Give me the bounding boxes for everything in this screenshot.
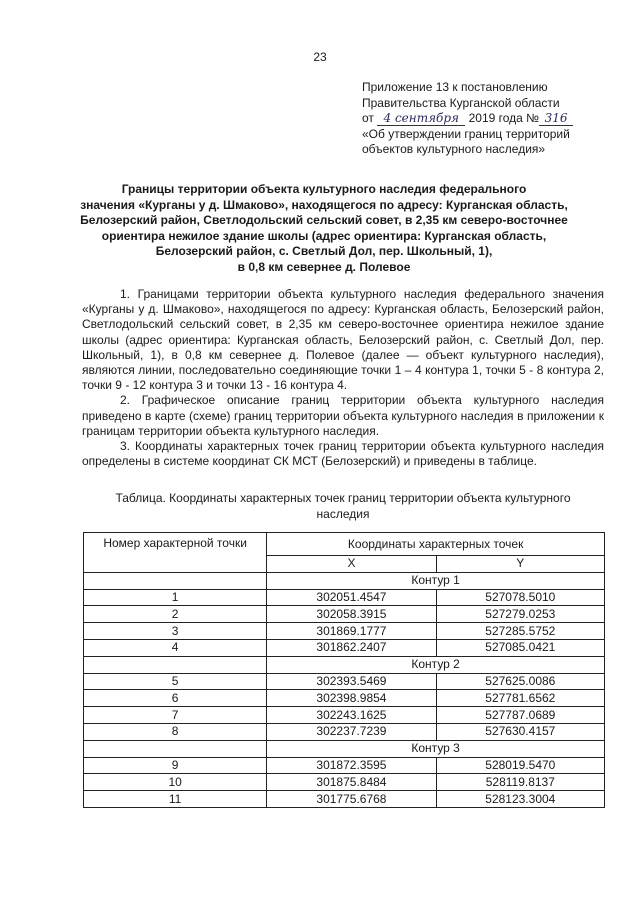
handwritten-number: 316 (539, 112, 573, 126)
x-coordinate-cell: 302243.1625 (267, 707, 436, 724)
y-coordinate-cell: 528123.3004 (436, 791, 604, 808)
paragraph-3: 3. Координаты характерных точек границ территории объекта культурного наследия определены в системе координат СК МСТ (Белозерский) и приведены в таблице. (82, 439, 604, 469)
title-line: в 0,8 км севернее д. Полевое (237, 259, 411, 274)
header-coordinates: Координаты характерных точек (267, 533, 605, 556)
appendix-line: объектов культурного наследия» (362, 142, 546, 156)
contour-label: Контур 2 (267, 656, 605, 673)
point-number-cell: 1 (84, 589, 267, 606)
appendix-line: Приложение 13 к постановлению (362, 80, 548, 94)
point-number-cell: 6 (84, 690, 267, 707)
contour-row (84, 572, 605, 589)
appendix-block (362, 80, 622, 158)
x-coordinate-cell: 301875.8484 (267, 774, 436, 791)
table-row (84, 673, 605, 690)
table-row (84, 757, 605, 774)
table-row (84, 774, 605, 791)
header-point-number: Номер характерной точки (84, 533, 267, 573)
y-coordinate-cell: 527285.5752 (436, 623, 604, 640)
y-coordinate-cell: 527787.0689 (436, 707, 604, 724)
x-coordinate-cell: 302393.5469 (267, 673, 436, 690)
appendix-date-line (362, 111, 622, 127)
y-coordinate-cell: 527078.5010 (436, 589, 604, 606)
header-x: X (267, 556, 436, 573)
point-number-cell: 4 (84, 639, 267, 656)
table-row (84, 623, 605, 640)
table-row (84, 723, 605, 740)
point-number-cell: 9 (84, 757, 267, 774)
appendix-line: Правительства Курганской области (362, 95, 560, 110)
contour-empty-cell (84, 656, 267, 673)
table-row (84, 690, 605, 707)
document-title (62, 182, 586, 275)
page-number: 23 (313, 50, 327, 64)
title-line: значения «Курганы у д. Шмаково», находящегося по адресу: Курганская область, (80, 197, 568, 212)
paragraph-1: 1. Границами территории объекта культурного наследия федерального значения «Курганы у д. Шмаково», находящегося по адресу: Курганская область, Белозерский район, Светлодольский сельский совет, в 2,35 км северо-восточнее ориентира нежилое здание школы (адрес ориентира: Курганская область, Белозерский район, с. Светлый Дол, пер. Школьный, 1), в 0,8 км севернее д. Полевое (далее — объект культурного наследия), являются линии, последовательно соединяющие точки 1 – 4 контура 1, точки 5 - 8 контура 2, точки 9 - 12 контура 3 и точки 13 - 16 контура 4. (82, 287, 604, 393)
coordinates-table (83, 532, 605, 808)
paragraph-2: 2. Графическое описание границ территории объекта культурного наследия приведено в карте (схеме) границ территории объекта культурного наследия в приложении к границам территории объекта культурного наследия. (82, 393, 604, 438)
title-line: Белозерский район, Светлодольский сельский совет, в 2,35 км северо-восточнее (80, 213, 568, 227)
y-coordinate-cell: 528119.8137 (436, 774, 604, 791)
x-coordinate-cell: 302398.9854 (267, 690, 436, 707)
y-coordinate-cell: 528019.5470 (436, 757, 604, 774)
x-coordinate-cell: 302237.7239 (267, 723, 436, 740)
title-line: Границы территории объекта культурного наследия федерального (121, 182, 527, 196)
point-number-cell: 5 (84, 673, 267, 690)
y-coordinate-cell: 527625.0086 (436, 673, 604, 690)
contour-label: Контур 3 (267, 740, 605, 757)
table-caption (82, 491, 604, 522)
table-row (84, 606, 605, 623)
contour-row (84, 740, 605, 757)
title-line: ориентира нежилое здание школы (адрес ориентира: Курганская область, (101, 228, 547, 243)
x-coordinate-cell: 302058.3915 (267, 606, 436, 623)
point-number-cell: 2 (84, 606, 267, 623)
x-coordinate-cell: 302051.4547 (267, 589, 436, 606)
y-coordinate-cell: 527279.0253 (436, 606, 604, 623)
contour-empty-cell (84, 740, 267, 757)
x-coordinate-cell: 301869.1777 (267, 623, 436, 640)
document-body (82, 287, 604, 469)
table-header-row (84, 533, 605, 556)
point-number-cell: 8 (84, 723, 267, 740)
point-number-cell: 7 (84, 707, 267, 724)
table-caption-line: наследия (316, 506, 370, 521)
table-row (84, 791, 605, 808)
point-number-cell: 11 (84, 791, 267, 808)
table-row (84, 589, 605, 606)
x-coordinate-cell: 301862.2407 (267, 639, 436, 656)
table-row (84, 707, 605, 724)
table-caption-line: Таблица. Координаты характерных точек границ территории объекта культурного (115, 491, 571, 505)
appendix-line: «Об утверждении границ территорий (362, 126, 570, 141)
contour-empty-cell (84, 572, 267, 589)
table-row (84, 639, 605, 656)
handwritten-date: 4 сентября (377, 112, 465, 126)
x-coordinate-cell: 301872.3595 (267, 757, 436, 774)
point-number-cell: 10 (84, 774, 267, 791)
title-line: Белозерский район, с. Светлый Дол, пер. Школьный, 1), (155, 244, 493, 258)
appendix-year: 2019 года № (468, 111, 540, 125)
header-y: Y (436, 556, 604, 573)
x-coordinate-cell: 301775.6768 (267, 791, 436, 808)
contour-row (84, 656, 605, 673)
y-coordinate-cell: 527085.0421 (436, 639, 604, 656)
y-coordinate-cell: 527781.6562 (436, 690, 604, 707)
contour-label: Контур 1 (267, 572, 605, 589)
point-number-cell: 3 (84, 623, 267, 640)
y-coordinate-cell: 527630.4157 (436, 723, 604, 740)
appendix-from: от (362, 111, 374, 125)
